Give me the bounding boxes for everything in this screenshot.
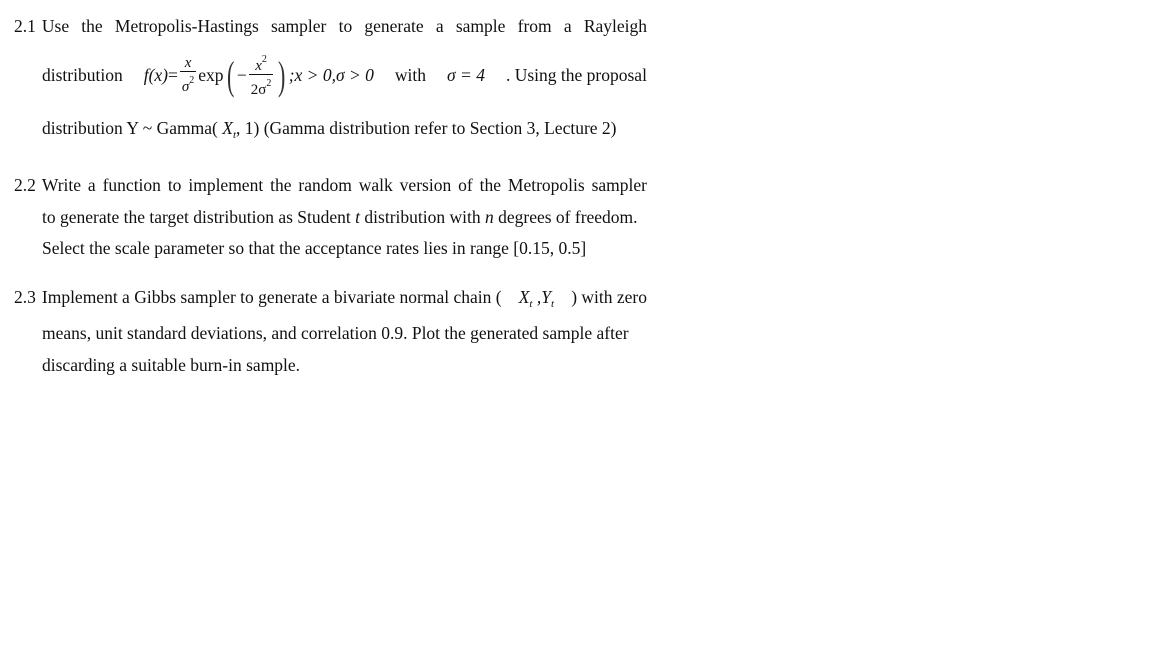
- q2-line3: Select the scale parameter so that the acceptance rates lies in range [0.15, 0.5]: [42, 238, 587, 258]
- q1-using-proposal: . Using the proposal: [505, 64, 647, 85]
- q2-n-symbol: n: [484, 207, 494, 227]
- rayleigh-formula: f(x) = $\frac{x}{\sigma^2}$ exp ( − $\frac{x^2}{2\sigma^2}$ ) ;x > 0,σ > 0: [143, 52, 374, 98]
- q1-line2: [42, 52, 647, 99]
- formula-condition: ;x > 0,σ > 0: [288, 64, 374, 85]
- frac2-denominator: $2\sigma^2$: [250, 78, 272, 98]
- q1-line3: distribution Y ~ Gamma( $X_t$, 1) (Gamma distribution refer to Section 3, Lecture 2): [42, 118, 617, 141]
- formula-fx: f(x): [143, 64, 168, 85]
- frac1-denominator: $\sigma^2$: [181, 75, 195, 95]
- frac2-numerator: $x^2$: [255, 54, 267, 74]
- q2-line1: [14, 177, 647, 195]
- q1-with: with: [394, 64, 427, 85]
- q1-line1: [14, 18, 647, 36]
- q2-t-symbol: t: [355, 207, 361, 227]
- q3-line2: means, unit standard deviations, and correlation 0.9. Plot the generated sample after: [42, 323, 629, 343]
- q1-sigma-value: σ = 4: [447, 64, 485, 85]
- q2-text-line1: Write a function to implement the random walk version of the Metropolis sampler: [41, 175, 647, 195]
- q3-line1: 2.3 Implement a Gibbs sampler to generate a bivariate normal chain ( $X_t$ $,Y_t$ ) with zero: [14, 287, 647, 310]
- q3-number: 2.3: [14, 287, 36, 307]
- q3-line3: discarding a suitable burn-in sample.: [42, 355, 301, 375]
- fraction-x2-over-2sigma2: [249, 52, 274, 99]
- q1-distribution-word: distribution: [42, 64, 123, 85]
- q2-line2: to generate the target distribution as Student t distribution with n degrees of freedom.: [42, 207, 638, 227]
- q2-number: 2.2: [14, 175, 36, 195]
- q1-text-line1: Use the Metropolis-Hastings sampler to generate a sample from a Rayleigh: [41, 16, 647, 36]
- formula-exp: exp: [198, 64, 224, 85]
- fraction-x-over-sigma2: [180, 55, 196, 96]
- q1-number: 2.1: [14, 16, 36, 36]
- q1-xt: $X_t$: [222, 118, 236, 141]
- formula-minus: −: [236, 64, 247, 85]
- frac1-numerator: x: [184, 55, 192, 71]
- formula-equals: =: [168, 64, 178, 85]
- q3-xt-yt: $X_t$ $,Y_t$: [518, 287, 555, 310]
